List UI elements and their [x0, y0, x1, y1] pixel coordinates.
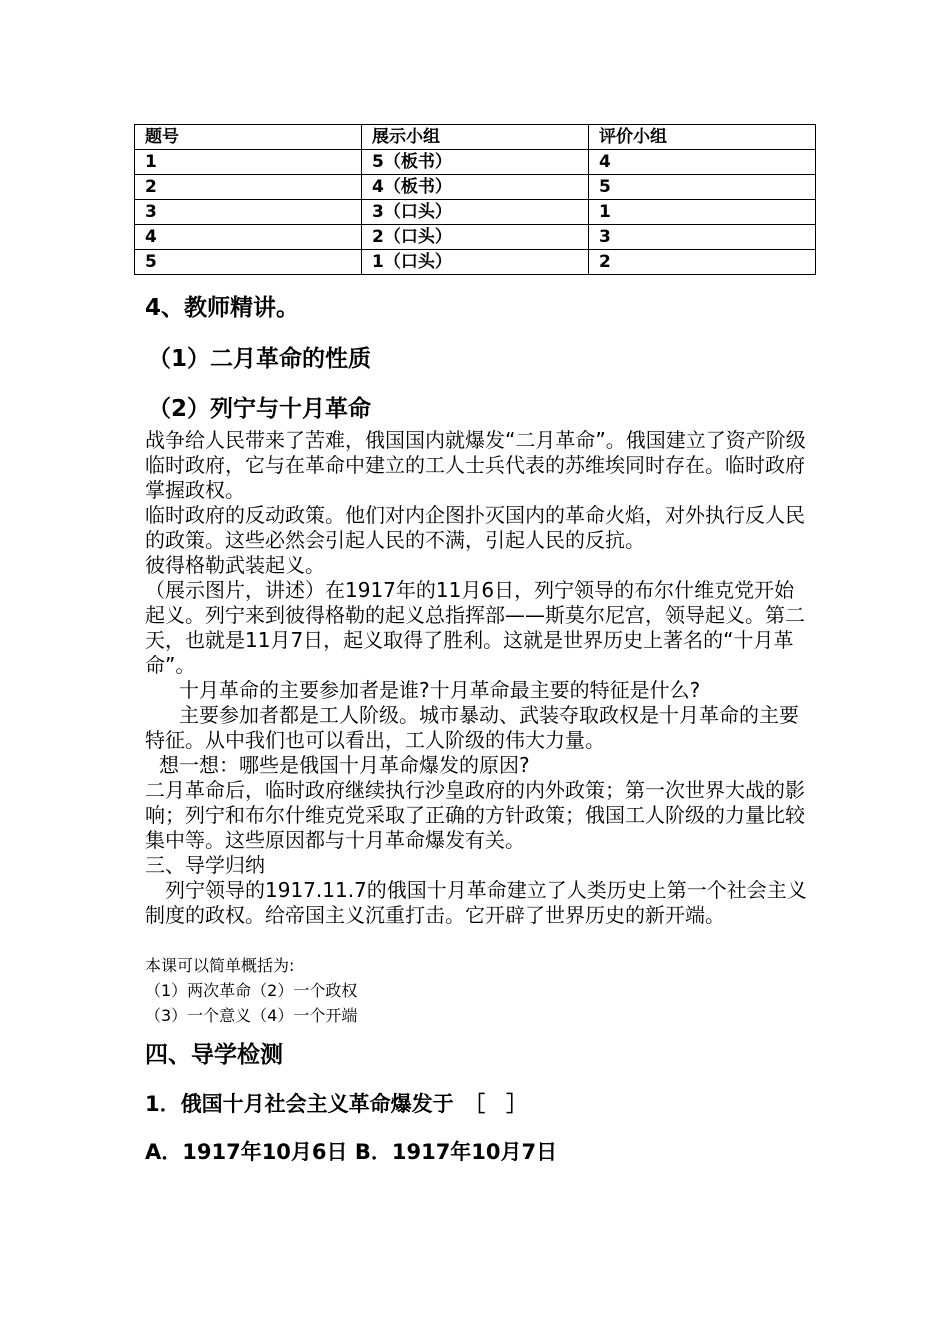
question-1: 1．俄国十月社会主义革命爆发于 ［ ］ — [145, 1092, 528, 1116]
paragraph-text: 主要参加者都是工人阶级。城市暴动、武装夺取政权是十月革命的主要特征。从中我们也可以看出，工人阶级的伟大力量。 — [145, 703, 799, 752]
table-row — [135, 150, 816, 175]
paragraph: （展示图片，讲述）在1917年的11月6日，列宁领导的布尔什维克党开始起义。列宁来到彼得格勒的起义总指挥部——斯莫尔尼宫，领导起义。第二天，也就是11月7日，起义取得了胜利。这就是世界历史上著名的“十月革命”。 — [145, 578, 805, 677]
table-cell: 1（口头） — [362, 250, 589, 275]
paragraph-text: 列宁领导的1917.11.7的俄国十月革命建立了人类历史上第一个社会主义制度的政权。给帝国主义沉重打击。它开辟了世界历史的新开端。 — [145, 878, 807, 927]
paragraph: 彼得格勒武装起义。 — [145, 553, 325, 577]
subheading: （1）二月革命的性质 — [148, 346, 372, 372]
paragraph: 临时政府的反动政策。他们对内企图扑灭国内的革命火焰，对外执行反人民的政策。这些必然会引起人民的不满，引起人民的反抗。 — [145, 503, 805, 552]
test-heading: 四、导学检测 — [145, 1042, 283, 1068]
table-row — [135, 250, 816, 275]
table-cell: 2（口头） — [362, 225, 589, 250]
table-cell: 5 — [589, 175, 816, 200]
table-row — [135, 225, 816, 250]
table-row — [135, 200, 816, 225]
summary-line: （3）一个意义（4）一个开端 — [145, 1006, 358, 1025]
paragraph: 战争给人民带来了苦难，俄国国内就爆发“二月革命”。俄国建立了资产阶级临时政府，它与在革命中建立的工人士兵代表的苏维埃同时存在。临时政府掌握政权。 — [145, 428, 806, 502]
summary-intro: 本课可以简单概括为: — [145, 956, 295, 975]
summary-line: （1）两次革命（2）一个政权 — [145, 981, 358, 1000]
paragraph — [145, 703, 813, 753]
subheading: （2）列宁与十月革命 — [148, 396, 372, 422]
paragraph: 十月革命的主要参加者是谁?十月革命最主要的特征是什么? — [179, 678, 701, 702]
table-cell: 5 — [135, 250, 362, 275]
table-header: 评价小组 — [589, 125, 816, 150]
table-cell: 3 — [135, 200, 362, 225]
lecture-body — [145, 428, 813, 928]
table-cell: 4 — [589, 150, 816, 175]
table-row — [135, 175, 816, 200]
table-cell: 3 — [589, 225, 816, 250]
summary-heading: 三、导学归纳 — [145, 853, 265, 877]
group-table — [134, 124, 816, 275]
table-header-row — [135, 125, 816, 150]
table-cell: 5（板书） — [362, 150, 589, 175]
table-cell: 3（口头） — [362, 200, 589, 225]
table-cell: 1 — [589, 200, 816, 225]
paragraph: 二月革命后，临时政府继续执行沙皇政府的内外政策；第一次世界大战的影响；列宁和布尔什维克党采取了正确的方针政策；俄国工人阶级的力量比较集中等。这些原因都与十月革命爆发有关。 — [145, 778, 805, 852]
table-cell: 2 — [135, 175, 362, 200]
table-cell: 1 — [135, 150, 362, 175]
table-header: 题号 — [135, 125, 362, 150]
paragraph: 想一想：哪些是俄国十月革命爆发的原因? — [159, 753, 530, 777]
section-heading: 4、教师精讲。 — [145, 295, 300, 321]
paragraph — [145, 878, 813, 928]
question-1-options: A．1917年10月6日 B．1917年10月7日 — [145, 1140, 558, 1164]
table-cell: 2 — [589, 250, 816, 275]
table-cell: 4 — [135, 225, 362, 250]
summary-block — [145, 953, 357, 1028]
table-header: 展示小组 — [362, 125, 589, 150]
table-cell: 4（板书） — [362, 175, 589, 200]
